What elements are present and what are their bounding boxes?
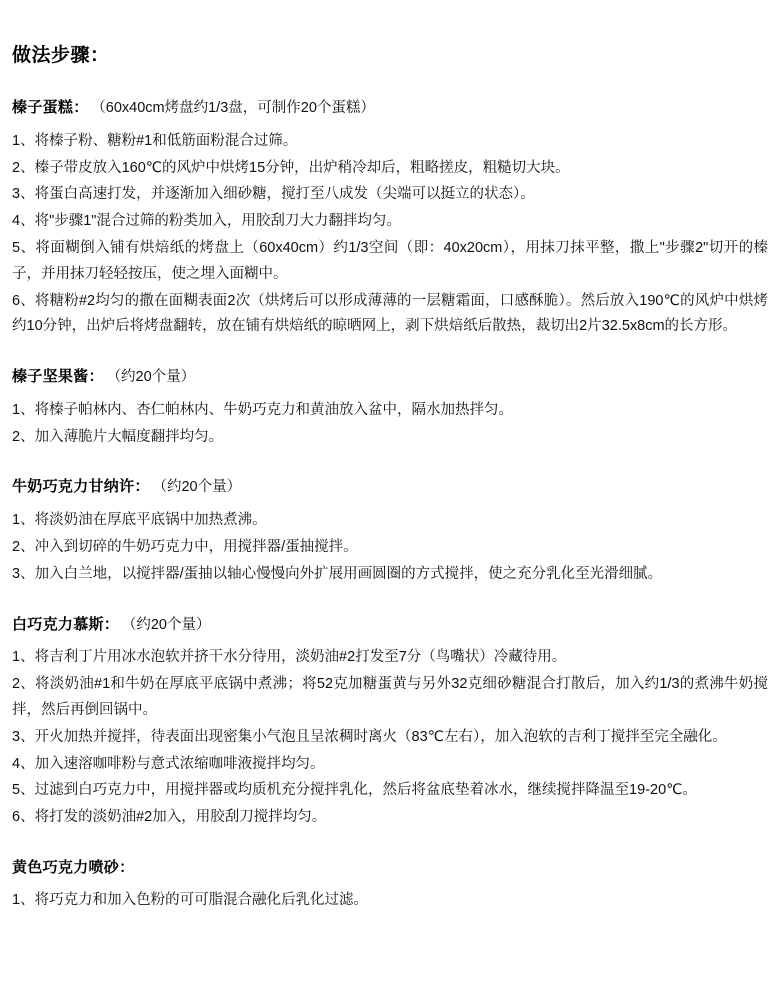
recipe-sections (12, 97, 768, 914)
section-heading (12, 476, 768, 499)
step-item: 5、将面糊倒入铺有烘焙纸的烤盘上（60x40cm）约1/3空间（即：40x20cm），用抹刀抹平整，撒上"步骤2"切开的榛子，并用抹刀轻轻按压，使之埋入面糊中。 (12, 239, 768, 282)
step-list (12, 129, 768, 340)
step-item: 3、将蛋白高速打发，并逐渐加入细砂糖，搅打至八成发（尖端可以挺立的状态）。 (12, 186, 535, 203)
section-heading (12, 97, 768, 120)
section-title: 榛子坚果酱： (12, 368, 104, 386)
step-item: 2、榛子带皮放入160℃的风炉中烘烤15分钟，出炉稍冷却后，粗略搓皮，粗糙切大块。 (12, 159, 570, 176)
section-note: （约20个量） (129, 616, 211, 633)
step-item: 3、加入白兰地，以搅拌器/蛋抽以轴心慢慢向外扩展用画圆圈的方式搅拌，使之充分乳化至光滑细腻。 (12, 565, 663, 582)
section-heading (12, 614, 768, 637)
step-list (12, 645, 768, 831)
section-note: （约20个量） (113, 369, 196, 386)
step-item: 2、将淡奶油#1和牛奶在厚底平底锅中煮沸；将52克加糖蛋黄与另外32克细砂糖混合打散后，加入约1/3的煮沸牛奶搅拌，然后再倒回锅中。 (12, 676, 768, 718)
step-item: 1、将榛子帕林内、杏仁帕林内、牛奶巧克力和黄油放入盆中，隔水加热拌匀。 (12, 401, 514, 418)
step-item: 4、将"步骤1"混合过筛的粉类加入，用胶刮刀大力翻拌均匀。 (12, 213, 401, 230)
step-list (12, 508, 768, 587)
step-item: 3、开火加热并搅拌，待表面出现密集小气泡且呈浓稠时离火（83℃左右），加入泡软的吉利丁搅拌至完全融化。 (12, 728, 727, 745)
section-title: 牛奶巧克力甘纳许： (12, 478, 150, 496)
step-item: 4、加入速溶咖啡粉与意式浓缩咖啡液搅拌均匀。 (12, 755, 325, 772)
recipe-section (12, 476, 768, 587)
section-note: （60x40cm烤盘约1/3盘，可制作20个蛋糕） (98, 100, 375, 116)
section-title: 黄色巧克力喷砂： (12, 858, 135, 876)
section-title: 榛子蛋糕： (12, 99, 89, 116)
step-list (12, 888, 768, 914)
section-heading (12, 366, 768, 389)
step-item: 6、将打发的淡奶油#2加入，用胶刮刀搅拌均匀。 (12, 809, 327, 826)
step-list (12, 398, 768, 451)
recipe-section (12, 857, 768, 914)
recipe-section (12, 614, 768, 831)
step-item: 2、冲入到切碎的牛奶巧克力中，用搅拌器/蛋抽搅拌。 (12, 539, 358, 556)
page-title: 做法步骤： (12, 45, 110, 66)
step-item: 1、将吉利丁片用冰水泡软并挤干水分待用，淡奶油#2打发至7分（鸟嘴状）冷藏待用。 (12, 649, 567, 666)
step-item: 5、过滤到白巧克力中，用搅拌器或均质机充分搅拌乳化，然后将盆底垫着冰水，继续搅拌降温至19-20℃。 (12, 782, 697, 799)
step-item: 1、将榛子粉、糖粉#1和低筋面粉混合过筛。 (12, 132, 298, 149)
step-item: 2、加入薄脆片大幅度翻拌均匀。 (12, 428, 224, 445)
recipe-section (12, 97, 768, 340)
section-heading (12, 857, 768, 880)
recipe-section (12, 366, 768, 450)
step-item: 6、将糖粉#2均匀的撒在面糊表面2次（烘烤后可以形成薄薄的一层糖霜面，口感酥脆）。然后放入190℃的风炉中烘烤约10分钟，出炉后将烤盘翻转，放在铺有烘焙纸的晾晒网上，剥下烘焙纸后散热，裁切出2片32.5x8cm的长方形。 (12, 292, 768, 335)
step-item: 1、将淡奶油在厚底平底锅中加热煮沸。 (12, 512, 267, 529)
section-title: 白巧克力慕斯： (12, 615, 120, 633)
step-item: 1、将巧克力和加入色粉的可可脂混合融化后乳化过滤。 (12, 892, 369, 909)
section-note: （约20个量） (159, 479, 242, 496)
